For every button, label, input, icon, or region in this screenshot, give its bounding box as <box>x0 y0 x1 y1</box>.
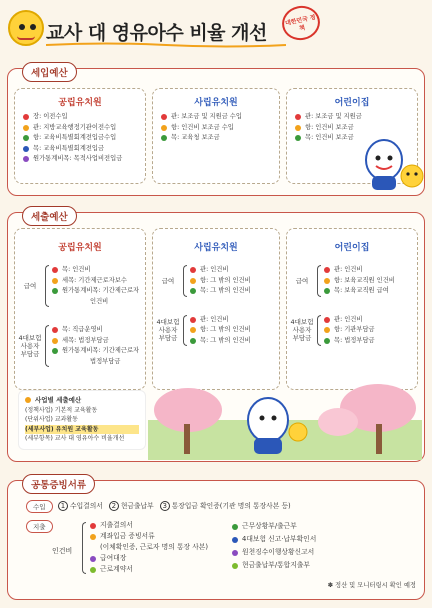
title-bar <box>0 0 432 58</box>
bullet-icon <box>190 278 196 284</box>
bullet-icon <box>295 135 301 141</box>
bullet-icon <box>295 114 301 120</box>
list-item: 관: 인건비 <box>324 315 375 326</box>
list-item: 관: 인건비 <box>324 265 395 276</box>
list-item: 항: 교육비특별회계전입금수입 <box>23 133 145 144</box>
brace <box>45 325 49 367</box>
budget-note: 사업별 세출예산 (정책사업) 기본적 교육활동 (단위사업) 교과활동 (세부사업) 유치원 교육활동 (세부항목) 교사 대 영유아수 비율개선 <box>18 390 146 450</box>
bullet-icon <box>52 267 58 273</box>
bullet-icon <box>52 288 58 294</box>
stamp-icon: 대한민국 정책 <box>279 2 323 43</box>
card-title: 공립유치원 <box>58 98 102 108</box>
list-item: 계좌입금 증빙서류 <box>90 531 208 542</box>
expense-group <box>287 265 417 297</box>
revenue-tab: 세입예산 <box>22 62 77 82</box>
expense-group <box>15 325 145 367</box>
expense-group <box>15 265 145 307</box>
card-title: 어린이집 <box>334 243 370 253</box>
bullet-icon <box>23 125 29 131</box>
list-item: 항: 기관부담금 <box>324 325 375 336</box>
bullet-icon <box>324 267 330 273</box>
expense-tab: 세출예산 <box>22 206 77 226</box>
bullet-icon <box>190 288 196 294</box>
card-title: 사립유치원 <box>194 243 238 253</box>
personnel-label: 인건비 <box>52 547 73 555</box>
list-item: 항: 보육교직원 인건비 <box>324 276 395 287</box>
card-title: 공립유치원 <box>48 238 111 255</box>
revenue-card-private <box>152 88 280 184</box>
list-item: 인건비 <box>90 297 109 305</box>
brace <box>82 522 86 574</box>
title-underline <box>46 42 286 48</box>
bullet-icon <box>52 327 58 333</box>
card-title: 사립유치원 <box>194 98 238 108</box>
expense-group <box>153 265 279 297</box>
bullet-icon <box>161 135 167 141</box>
list-item: 지출결의서 <box>90 520 208 531</box>
list-item: 법정부담금 <box>90 357 121 365</box>
bullet-icon <box>23 114 29 120</box>
list-item: 원천징수이행상황신고서 <box>232 546 316 559</box>
list-item: 관: 보조금 및 지원금 <box>295 112 417 123</box>
bullet-icon <box>90 523 96 529</box>
expense-group <box>153 315 279 347</box>
bullet-icon <box>232 563 238 569</box>
bullet-icon <box>52 278 58 284</box>
list-item: 목: 교육청 보조금 <box>161 133 279 144</box>
list-item: 4대보험 신고·납부확인서 <box>232 533 316 546</box>
group-label: 급여 <box>295 276 309 285</box>
income-doc-item: 2 현금출납부 <box>109 500 154 511</box>
group-label: 4대보험 사용자 부담금 <box>156 318 180 343</box>
bullet-icon <box>161 114 167 120</box>
list-item: 관: 보조금 및 지원금 수입 <box>161 112 279 123</box>
list-item: 원가통계비목: 기간제근로자 <box>52 346 139 357</box>
group-label: 급여 <box>161 276 175 285</box>
documents-tab: 공통증빙서류 <box>22 474 95 494</box>
bullet-icon <box>295 125 301 131</box>
list-item: 세목: 법정부담금 <box>52 336 139 347</box>
list-item: 항: 인건비 보조금 <box>295 123 417 134</box>
revenue-card-public <box>14 88 146 184</box>
list-item: 목: 교육비특별회계전입금 <box>23 144 145 155</box>
page-title: 교사 대 영유아수 비율 개선 <box>46 22 267 44</box>
income-doc-item: 3 통장입금 확인증(기관 명의 통장사본 등) <box>160 500 291 511</box>
bullet-icon <box>232 524 238 530</box>
bullet-icon <box>324 278 330 284</box>
list-item: 급여대장 <box>90 553 208 564</box>
brace <box>183 265 187 297</box>
group-label: 4대보험 사용자 부담금 <box>18 334 42 358</box>
card-title: 어린이집 <box>334 98 370 108</box>
expense-card-private <box>152 228 280 390</box>
list-item: 현금출납부/통합지출부 <box>232 559 316 572</box>
footnote: ✽ 정산 및 모니터링시 확인 예정 <box>327 582 416 589</box>
bullet-icon <box>190 267 196 273</box>
brace <box>317 265 321 297</box>
list-item: 원가통계비목: 기간제근로자 <box>52 286 139 297</box>
bullet-icon <box>161 125 167 131</box>
list-item: 근로계약서 <box>90 564 208 575</box>
mascot-icon <box>8 10 44 46</box>
brace <box>183 315 187 347</box>
list-item: 목: 직급운영비 <box>52 325 139 336</box>
spring-illustration <box>148 380 422 460</box>
expense-card-public <box>14 228 146 390</box>
expense-group <box>287 315 417 347</box>
mascot-characters-icon <box>362 138 426 194</box>
note-line: (단위사업) 교과활동 <box>25 416 78 423</box>
bullet-icon <box>23 156 29 162</box>
bullet-icon <box>190 327 196 333</box>
expense-card-daycare <box>286 228 418 390</box>
brace <box>45 265 49 307</box>
bullet-icon <box>90 567 96 573</box>
group-label: 4대보험 사용자 부담금 <box>290 318 314 343</box>
list-item: 목: 그 밖의 인건비 <box>190 286 251 297</box>
list-item: 장: 이전수입 <box>23 112 145 123</box>
list-item: 원가통계비목: 목적사업비전입금 <box>23 154 145 165</box>
bullet-icon <box>324 327 330 333</box>
bullet-icon <box>232 550 238 556</box>
list-item: 항: 그 밖의 인건비 <box>190 325 251 336</box>
list-item: 근무상황부/출근부 <box>232 520 316 533</box>
note-line: (정책사업) 기본적 교육활동 <box>25 406 98 414</box>
bullet-icon <box>190 338 196 344</box>
bullet-icon <box>90 534 96 540</box>
bullet-icon <box>324 317 330 323</box>
bullet-icon <box>324 288 330 294</box>
list-item: 목: 인건비 보조금 <box>295 133 417 144</box>
list-item: 목: 보육교직원 급여 <box>324 286 395 297</box>
list-item: 항: 인건비 보조금 수입 <box>161 123 279 134</box>
list-item: 세목: 기간제근로자보수 <box>52 276 139 287</box>
expense-label: 지출 <box>26 520 53 533</box>
bullet-icon <box>52 338 58 344</box>
list-item: 목: 인건비 <box>52 265 139 276</box>
bullet-icon <box>90 556 96 562</box>
note-line: (세부사업) 유치원 교육활동 <box>25 425 139 435</box>
income-label: 수입 <box>26 500 53 513</box>
bullet-icon <box>23 135 29 141</box>
list-item: 항: 그 밖의 인건비 <box>190 276 251 287</box>
list-item: 목: 법정부담금 <box>324 336 375 347</box>
brace <box>317 315 321 347</box>
list-item: 관: 지방교육행정기관이전수입 <box>23 123 145 134</box>
note-line: (세부항목) 교사 대 영유아수 비율개선 <box>25 435 125 442</box>
bullet-icon <box>232 537 238 543</box>
income-doc-item: 1 수입결의서 <box>58 500 103 511</box>
group-label: 급여 <box>23 282 37 290</box>
bullet-icon <box>190 317 196 323</box>
list-item: 관: 인건비 <box>190 265 251 276</box>
list-item: 목: 그 밖의 인건비 <box>190 336 251 347</box>
list-item: (이체확인증, 근로자 명의 통장 사본) <box>100 543 209 551</box>
bullet-icon <box>52 348 58 354</box>
bullet-icon <box>324 338 330 344</box>
list-item: 관: 인건비 <box>190 315 251 326</box>
bullet-icon <box>23 146 29 152</box>
